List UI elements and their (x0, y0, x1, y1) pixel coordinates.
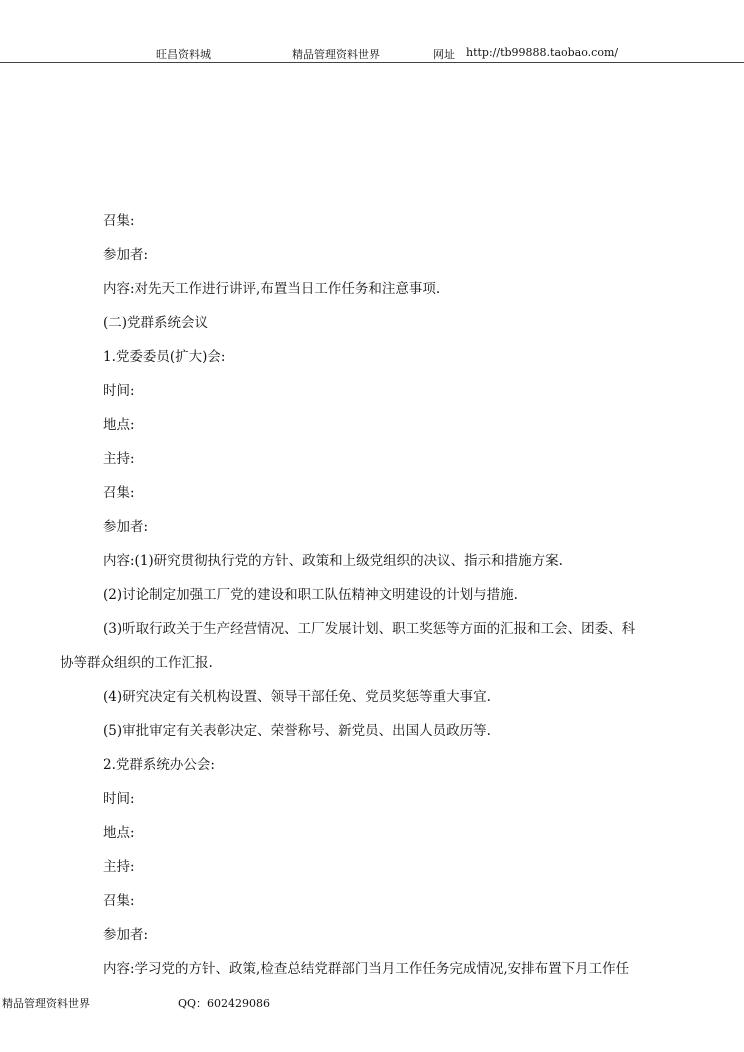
subsection-heading: 1.党委委员(扩大)会: (103, 349, 226, 365)
header-url-link[interactable]: http://tb99888.taobao.com/ (466, 46, 619, 59)
text-line: 时间: (103, 383, 135, 399)
text-line: (5)审批审定有关表彰决定、荣誉称号、新党员、出国人员政历等. (103, 723, 491, 739)
text-line: 主持: (103, 859, 135, 875)
footer-qq-contact: QQ：602429086 (178, 997, 271, 1010)
text-line: 参加者: (103, 247, 149, 263)
text-line: 参加者: (103, 519, 149, 535)
text-line: 内容:对先天工作进行讲评,布置当日工作任务和注意事项. (103, 281, 441, 297)
header-brand: 精品管理资料世界 (292, 48, 380, 61)
header-url-label: 网址 (433, 48, 455, 61)
text-line: 召集: (103, 893, 135, 909)
text-line: 地点: (103, 825, 135, 841)
text-line: 时间: (103, 791, 135, 807)
section-heading: (二)党群系统会议 (103, 315, 209, 331)
text-line: 召集: (103, 485, 135, 501)
subsection-heading: 2.党群系统办公会: (103, 757, 215, 773)
text-line: 内容:(1)研究贯彻执行党的方针、政策和上级党组织的决议、指示和措施方案. (103, 553, 563, 569)
header-store-name: 旺昌资料城 (156, 48, 211, 61)
text-line: 地点: (103, 417, 135, 433)
text-line: (3)听取行政关于生产经营情况、工厂发展计划、职工奖惩等方面的汇报和工会、团委、科 (103, 621, 636, 637)
text-line: 主持: (103, 451, 135, 467)
text-line: (4)研究决定有关机构设置、领导干部任免、党员奖惩等重大事宜. (103, 689, 491, 705)
text-line: (2)讨论制定加强工厂党的建设和职工队伍精神文明建设的计划与措施. (103, 587, 518, 603)
text-line: 内容:学习党的方针、政策,检查总结党群部门当月工作任务完成情况,安排布置下月工作任 (103, 961, 630, 977)
page-header (0, 0, 744, 63)
footer-brand: 精品管理资料世界 (2, 997, 90, 1010)
text-line: 协等群众组织的工作汇报. (60, 655, 213, 671)
text-line: 参加者: (103, 927, 149, 943)
text-line: 召集: (103, 213, 135, 229)
